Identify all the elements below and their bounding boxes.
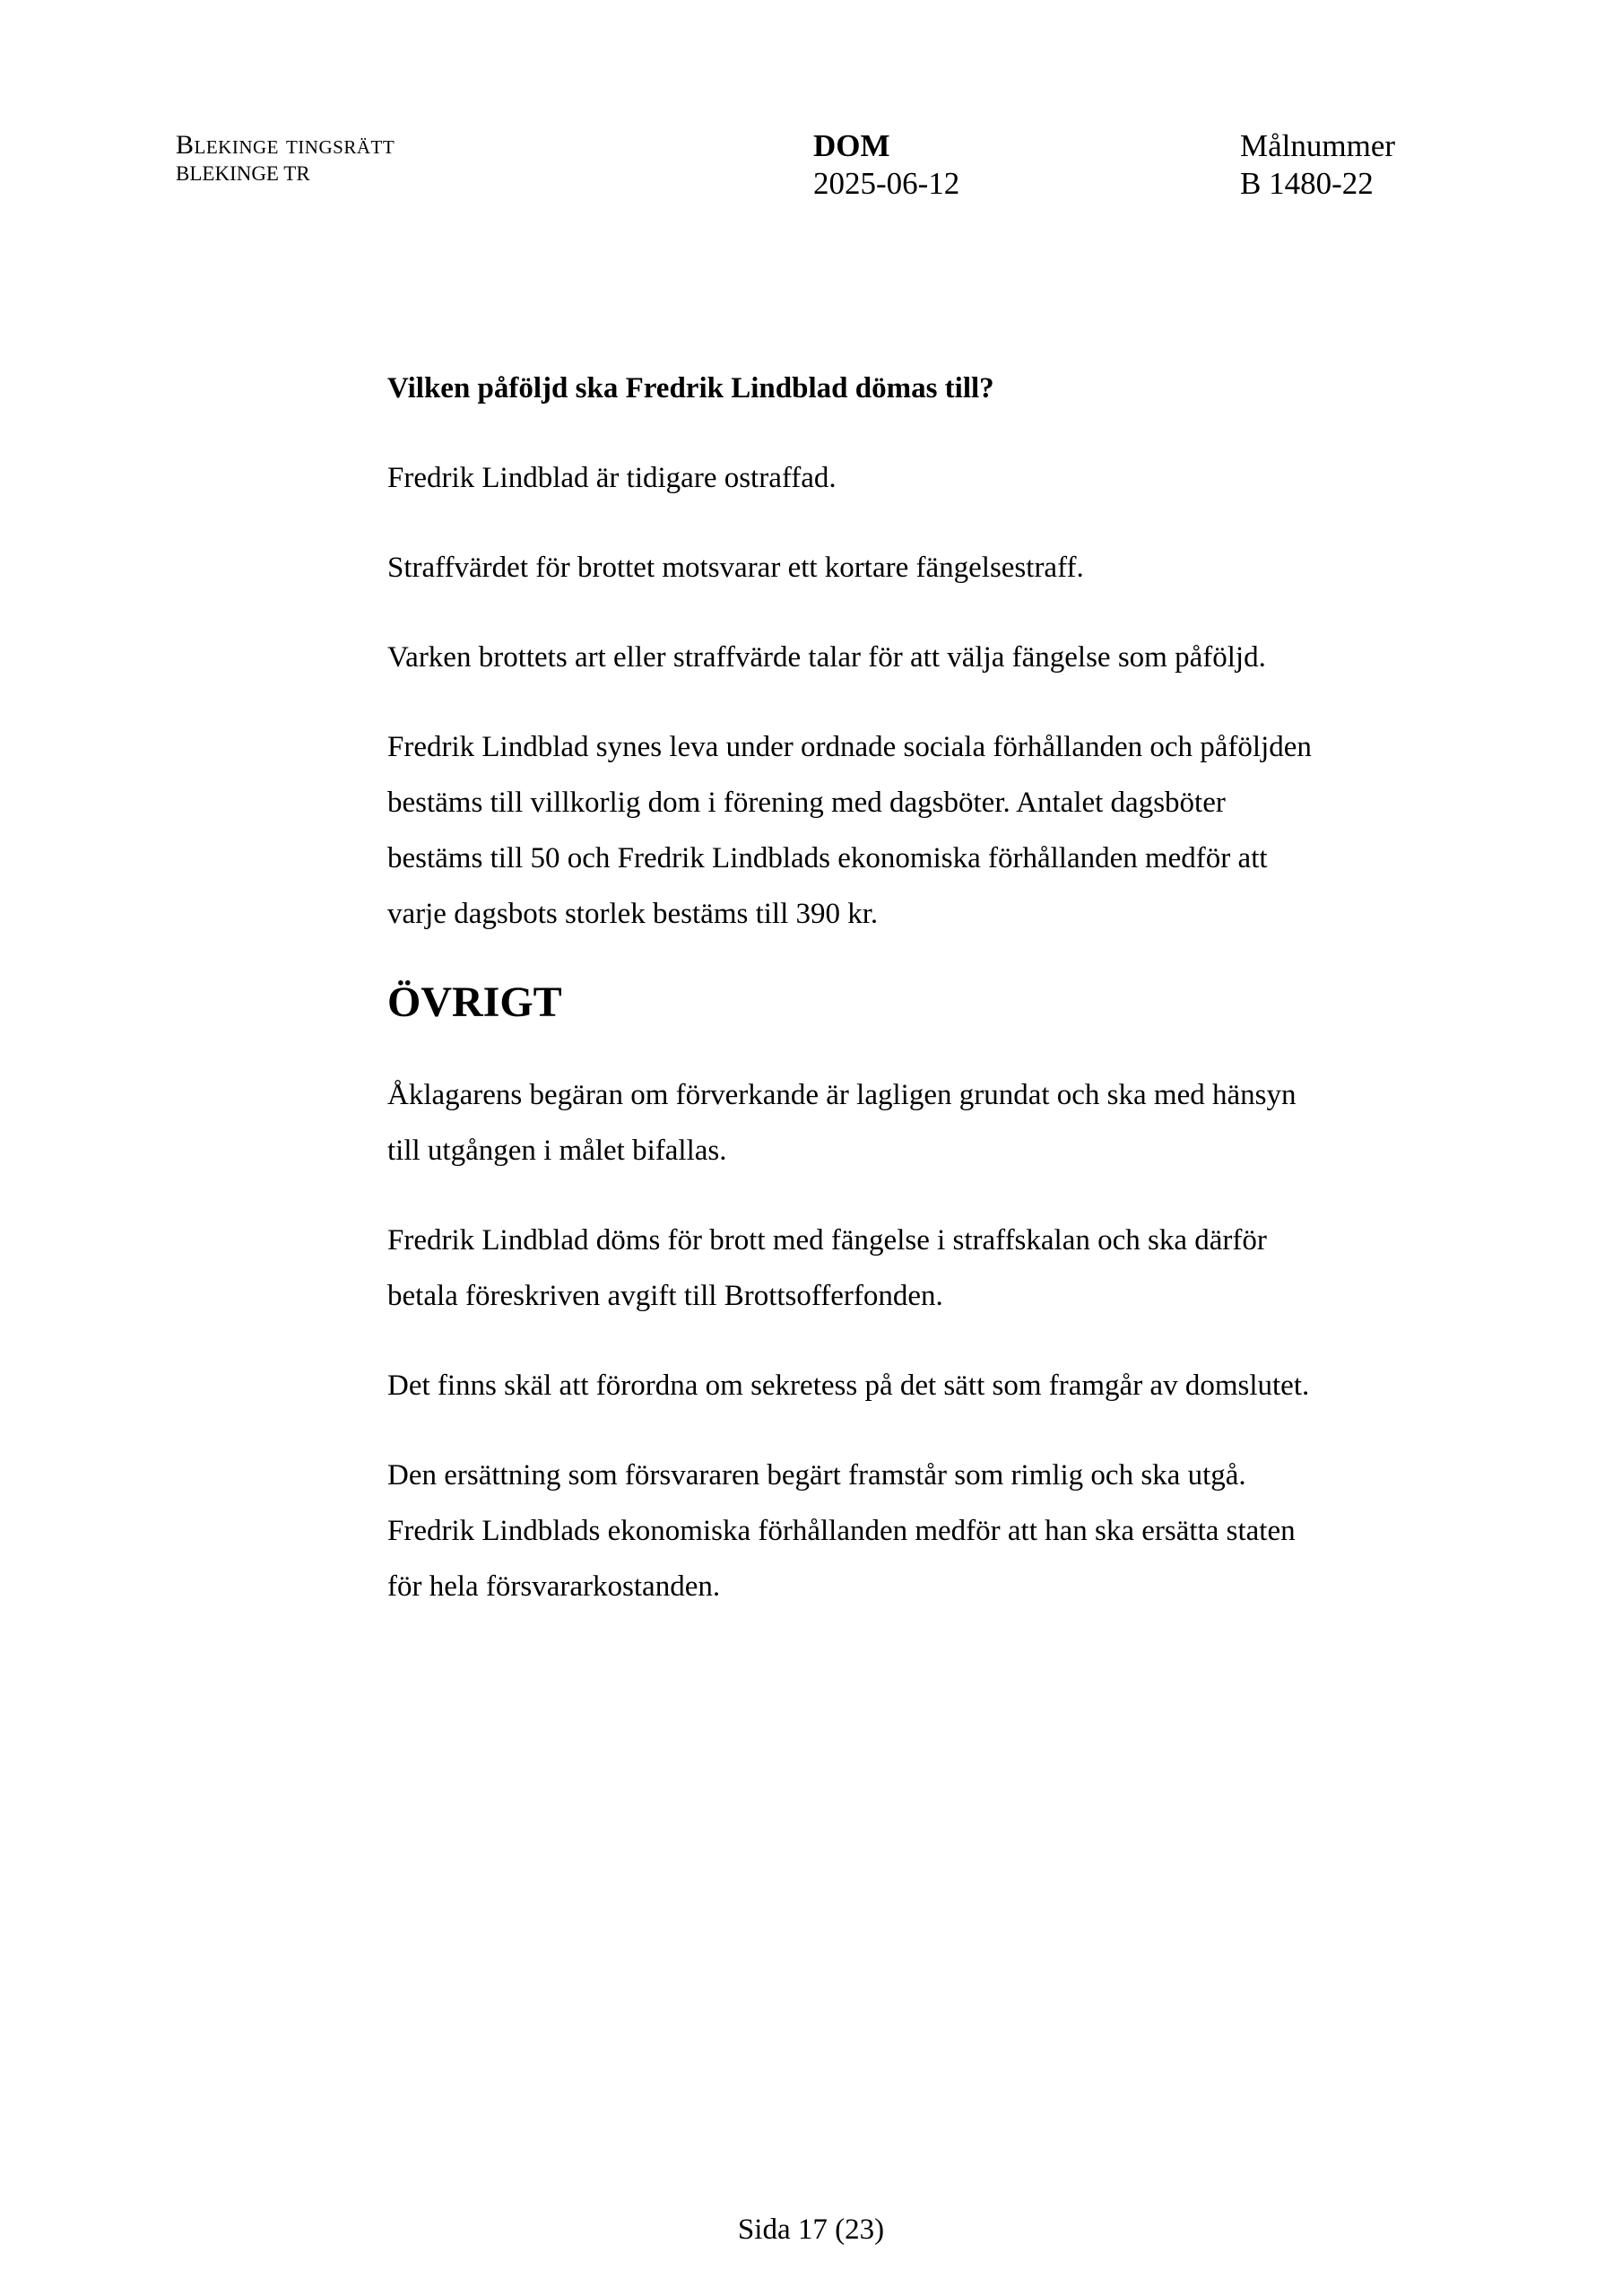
paragraph [387,1358,1463,1413]
paragraph-line: Varken brottets art eller straffvärde talar för att välja fängelse som påföljd. [387,641,1266,674]
paragraph-line: Fredrik Lindblad synes leva under ordnade sociala förhållanden och påföljden [387,731,1312,763]
paragraph [387,1213,1463,1324]
paragraph-line: Åklagarens begäran om förverkande är lagligen grundat och ska med hänsyn [387,1079,1297,1111]
section-heading: ÖVRIGT [387,978,562,1026]
paragraph-line: Fredrik Lindblads ekonomiska förhållanden medför att han ska ersätta staten [387,1515,1296,1547]
paragraph [387,540,1463,596]
case-number: B 1480-22 [1240,166,1374,201]
paragraph [387,1448,1463,1614]
page-number: Sida 17 (23) [737,2213,885,2246]
court-name: Blekinge tingsrätt [176,130,395,160]
paragraph [387,450,1463,506]
paragraph-line: bestäms till villkorlig dom i förening med dagsböter. Antalet dagsböter [387,787,1226,819]
paragraph-line: Fredrik Lindblad är tidigare ostraffad. [387,462,837,494]
section-question-heading: Vilken påföljd ska Fredrik Lindblad dömas till? [387,372,994,404]
paragraph-line: varje dagsbots storlek bestäms till 390 kr. [387,898,879,930]
paragraph [387,1067,1463,1178]
court-header [176,129,395,187]
case-number-label: Målnummer [1240,128,1396,163]
paragraph [387,719,1463,942]
paragraph-line: Fredrik Lindblad döms för brott med fängelse i straffskalan och ska därför [387,1224,1267,1257]
document-date: 2025-06-12 [813,166,960,201]
paragraph-line: Det finns skäl att förordna om sekretess på det sätt som framgår av domslutet. [387,1370,1310,1402]
paragraph-line: betala föreskriven avgift till Brottsofferfonden. [387,1280,943,1312]
document-body [387,361,1463,1648]
document-type-header [813,127,959,203]
paragraph-line: till utgången i målet bifallas. [387,1135,727,1167]
document-type: DOM [813,128,890,163]
court-abbreviation: BLEKINGE TR [176,162,310,185]
paragraph-line: Straffvärdet för brottet motsvarar ett kortare fängelsestraff. [387,552,1084,584]
paragraph [387,630,1463,685]
paragraph-line: bestäms till 50 och Fredrik Lindblads ekonomiska förhållanden medför att [387,842,1268,874]
paragraph-line: för hela försvararkostanden. [387,1570,721,1603]
paragraph-line: Den ersättning som försvararen begärt framstår som rimlig och ska utgå. [387,1459,1246,1492]
case-header [1240,127,1395,203]
